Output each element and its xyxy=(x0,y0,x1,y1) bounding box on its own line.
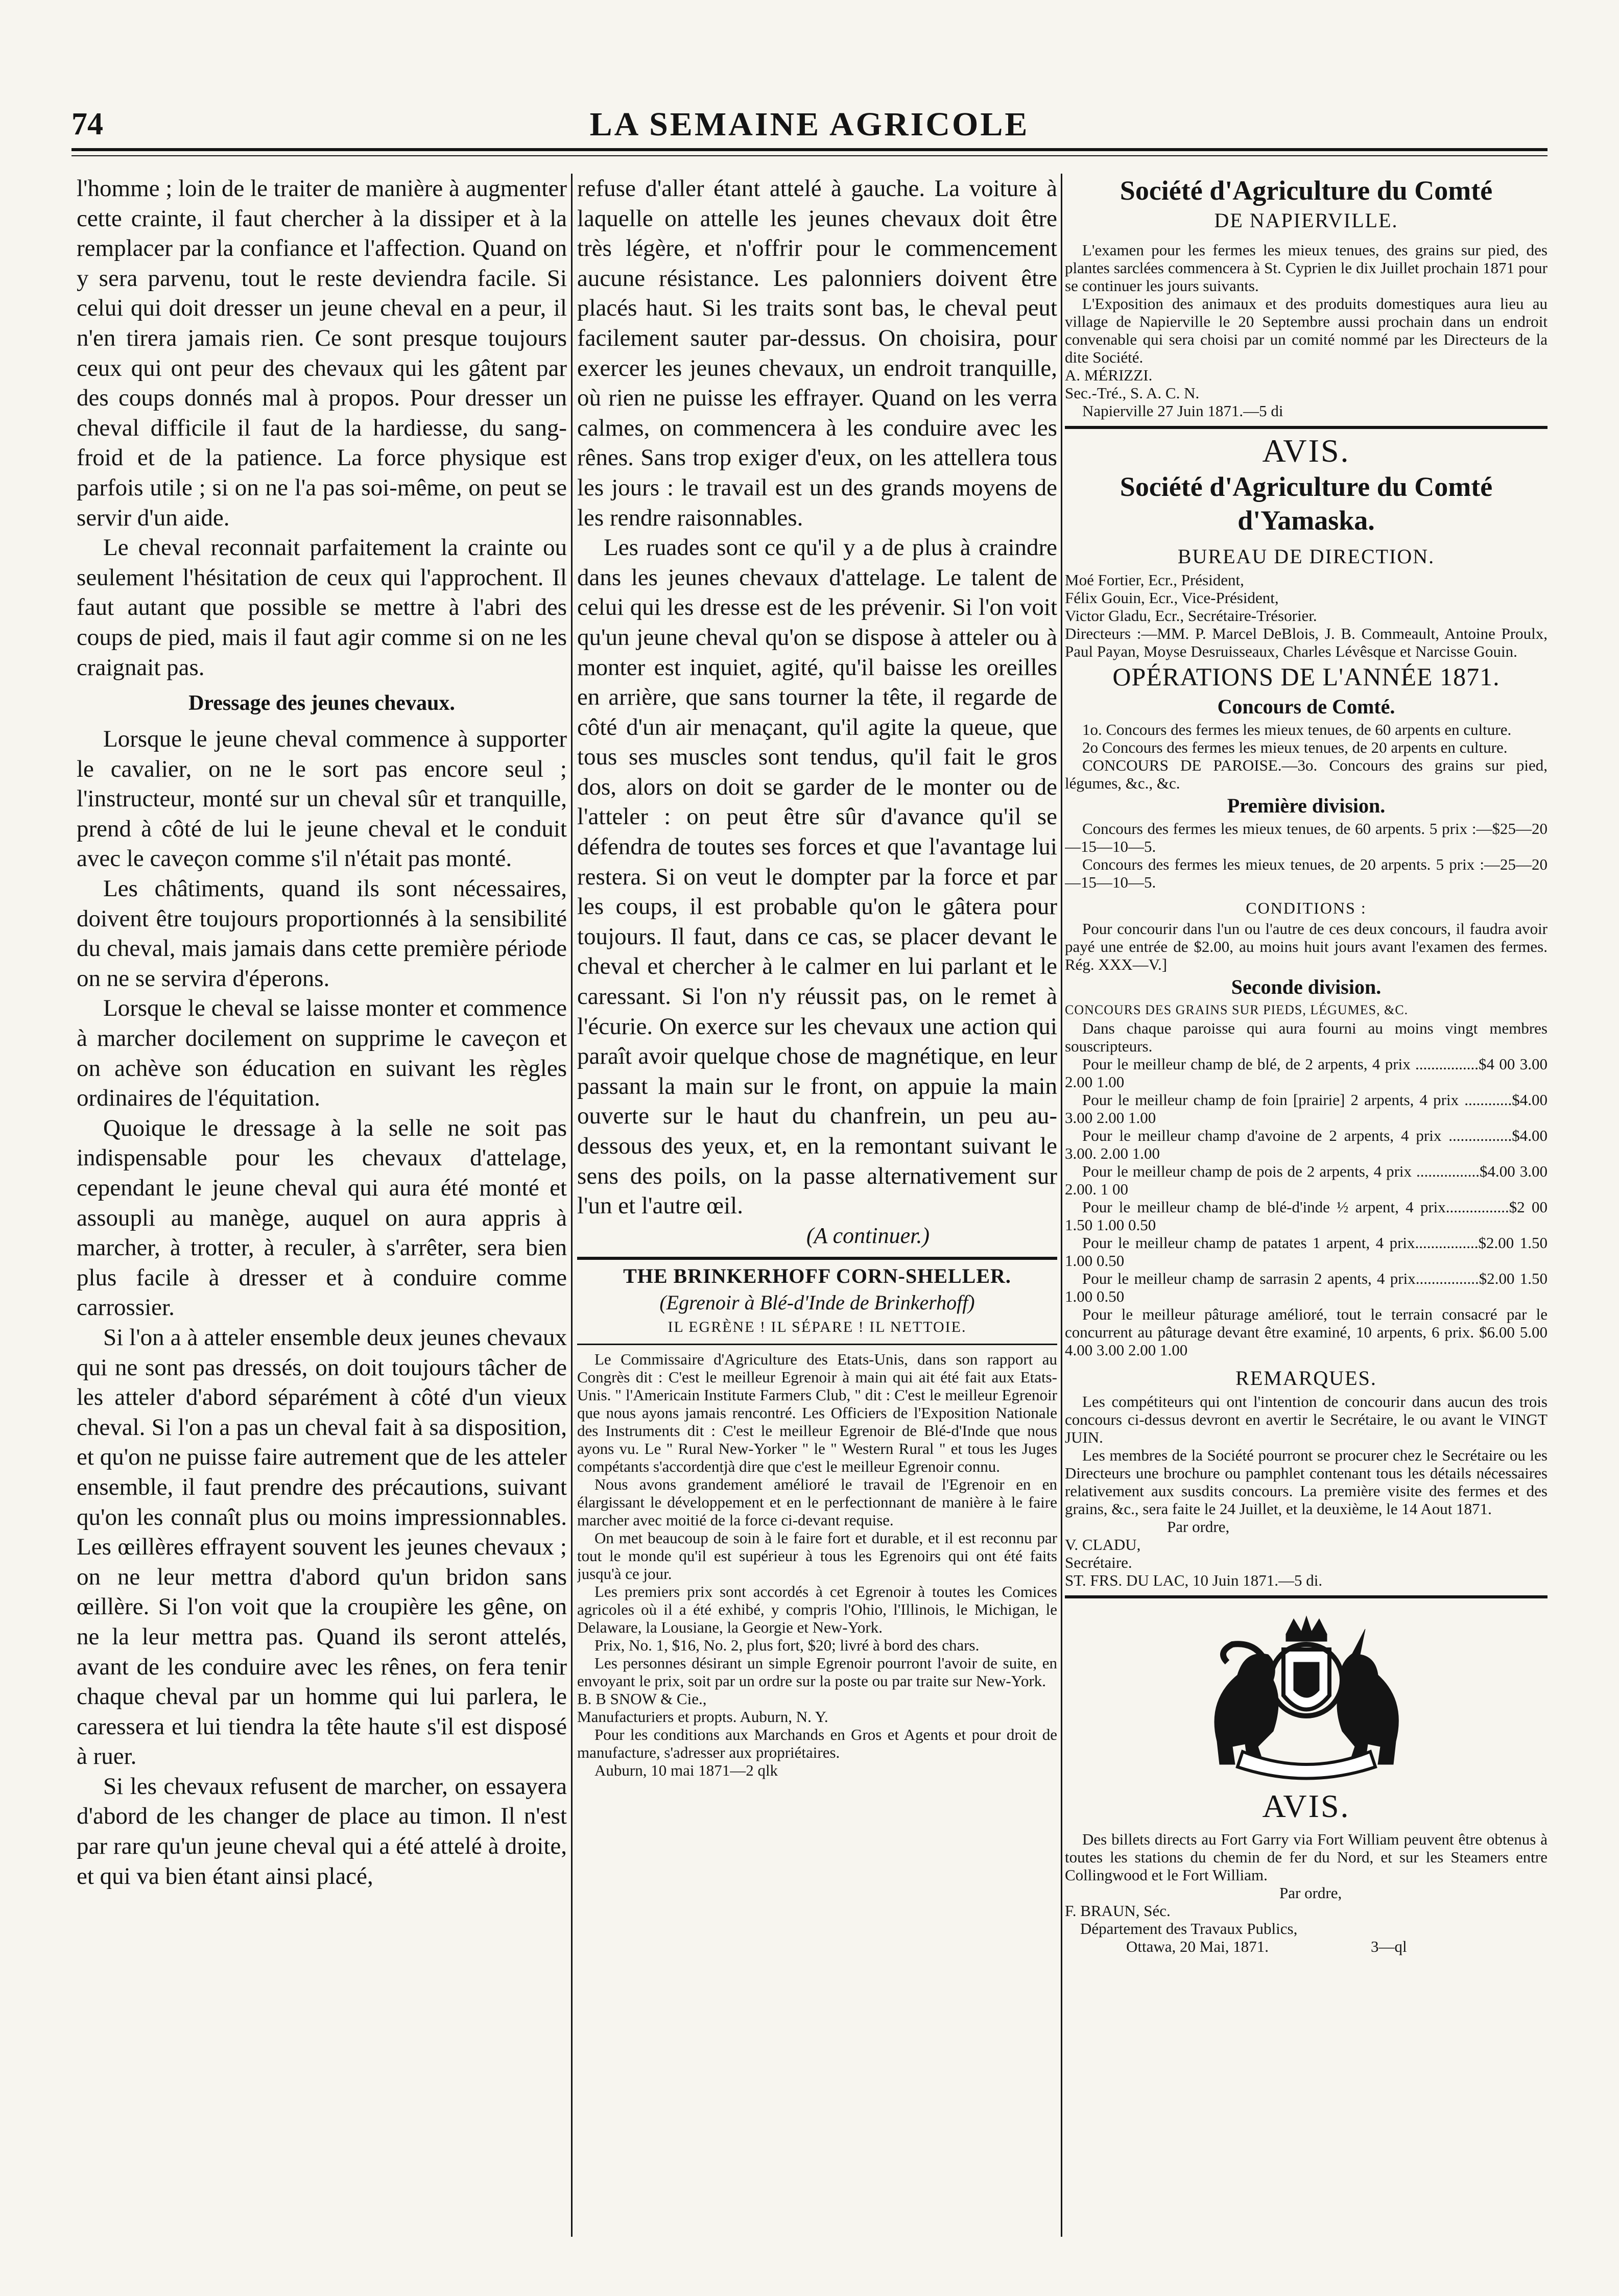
section-rule xyxy=(1065,426,1547,429)
ad-paragraph: Le Commissaire d'Agriculture des Etats-Unis, dans son rapport au Congrès dit : C'est le meilleur Egrenoir à main qui ait été fait aux Etats-Unis. " l'Americain Institute Farmers Club, " dit : C'est le meilleur Egrenoir que nous ayons jamais rencontré. Les Officiers de l'Exposition Nationale des Instruments dit : C'est le meilleur Egrenoir de Blé-d'Inde que nous ayons vu. Le " Rural New-Yorker " le " Western Rural " et tous les Juges compétants s'accordentjà dire que c'est le meilleur Egrenoir connu. xyxy=(577,1350,1057,1475)
prize-item: Pour le meilleur champ de blé-d'inde ½ arpent, 4 prix................$2 00 1.50 1.00 0.50 xyxy=(1065,1198,1547,1234)
notice-date-line: Napierville 27 Juin 1871.—5 di xyxy=(1082,402,1283,420)
par-ordre: Par ordre, xyxy=(1279,1884,1342,1902)
remarques-heading: REMARQUES. xyxy=(1235,1367,1377,1390)
operations-heading: OPÉRATIONS DE L'ANNÉE 1871. xyxy=(1112,662,1500,691)
premiere-list xyxy=(1065,820,1547,891)
officer-line: Victor Gladu, Ecr., Secrétaire-Trésorier. xyxy=(1065,607,1317,625)
officers-list xyxy=(1065,571,1547,660)
article-paragraph: Le cheval reconnait parfaitement la crainte ou seulement l'hésitation de ceux qui l'approchent. Il faut autant que possible se mettre à l'abri des coups de pied, mais il faut agir comme si on ne les craignait pas. xyxy=(77,534,567,681)
ad-body xyxy=(577,1350,1057,1779)
notice-date-line xyxy=(1065,1938,1547,1955)
article-paragraph: Les châtiments, quand ils sont nécessaires, doivent être toujours proportionnés à la sensibilité du cheval, mais jamais dans cette première période on ne se servira d'éperons. xyxy=(77,875,567,992)
yamaska-notice xyxy=(1065,432,1547,1589)
conditions-text: Pour concourir dans l'un ou l'autre de ces deux concours, il faudra avoir payé une entrée de $2.00, au moins huit jours avant l'examen des fermes. Rég. XXX—V.] xyxy=(1065,920,1547,973)
directors-line: Directeurs :—MM. P. Marcel DeBlois, J. B. Commeault, Antoine Proulx, Paul Payan, Moyse Desruisseaux, Charles Lévêsque et Narcisse Gouin. xyxy=(1065,625,1547,660)
fort-garry-body xyxy=(1065,1830,1547,1955)
notice-signatory: A. MÉRIZZI. xyxy=(1065,366,1153,384)
seconde-intro: Dans chaque paroisse qui aura fourni au moins vingt membres souscripteurs. xyxy=(1065,1019,1547,1055)
page-number: 74 xyxy=(72,107,103,141)
seconde-caps-line: CONCOURS DES GRAINS SUR PIEDS, LÉGUMES, &C. xyxy=(1065,1002,1409,1017)
notice-body xyxy=(1065,241,1547,420)
par-ordre: Par ordre, xyxy=(1167,1518,1230,1536)
ad-title: THE BRINKERHOFF CORN-SHELLER. xyxy=(623,1264,1011,1287)
section-rule xyxy=(1065,1595,1547,1598)
column-3 xyxy=(1065,174,1547,2237)
premiere-division-heading: Première division. xyxy=(1227,794,1386,817)
notice-title: Société d'Agriculture du Comté xyxy=(1120,175,1493,206)
royal-coat-of-arms-icon xyxy=(1197,1614,1416,1782)
concours-heading: Concours de Comté. xyxy=(1217,695,1395,718)
article-paragraph: refuse d'aller étant attelé à gauche. La voiture à laquelle on attelle les jeunes chevaux doit être très légère, et n'offrir pour le commencement aucune résistance. Les palonniers doivent être placés haut. Si les traits sont bas, le cheval peut facilement sauter par-dessus. On choisira, pour exercer les jeunes chevaux, un endroit tranquille, où rien ne puisse les effrayer. Quand on les verra calmes, on commencera à les conduire avec les rênes. Sans trop exiger d'eux, on les attellera tous les jours : le travail est un des grands moyens de les rendre raisonnables. xyxy=(577,175,1057,531)
page-header xyxy=(72,102,1547,143)
conditions-body xyxy=(1065,920,1547,973)
prize-item: Pour le meilleur champ de blé, de 2 arpents, 4 prix ................$4 00 3.00 2.00 1.00 xyxy=(1065,1055,1547,1091)
notice-paragraph: L'examen pour les fermes les mieux tenues, des grains sur pied, des plantes sarclées commencera à St. Cyprien le dix Juillet prochain 1871 pour se continuer les jours suivants. xyxy=(1065,241,1547,295)
bureau-heading: BUREAU DE DIRECTION. xyxy=(1177,545,1435,568)
column-divider xyxy=(1061,174,1062,2237)
ad-paragraph: Les premiers prix sont accordés à cet Egrenoir à toutes les Comices agricoles où il a été exhibé, y compris l'Ohio, l'Illinois, le Michigan, le Delaware, la Lousiane, la Georgie et New-York. xyxy=(577,1582,1057,1636)
ad-dealers-note: Pour les conditions aux Marchands en Gros et Agents et pour droit de manufacture, s'adresser aux propriétaires. xyxy=(577,1725,1057,1761)
prize-item: Pour le meilleur champ de foin [prairie] 2 arpents, 4 prix ............$4.00 3.00 2.00 1.00 xyxy=(1065,1091,1547,1127)
prize-item: Pour le meilleur champ de patates 1 arpent, 4 prix................$2.00 1.50 1.00 0.50 xyxy=(1065,1234,1547,1270)
notice-signatory-title: Sec.-Tré., S. A. C. N. xyxy=(1065,384,1200,402)
prize-item: Pour le meilleur champ de pois de 2 arpents, 4 prix ................$4.00 3.00 2.00. 1 00 xyxy=(1065,1162,1547,1198)
article-paragraph: Si l'on a à atteler ensemble deux jeunes chevaux qui ne sont pas dressés, on doit toujours tâcher de les atteler d'abord séparément à côté d'un vieux cheval. Si l'on a pas un cheval fait à sa disposition, et qu'on ne puisse faire autrement que de les atteler ensemble, il faut prendre des précautions, suivant qu'on les connaît plus ou moins impressionnables. Les œillères effrayent souvent les jeunes chevaux ; on ne leur mettra d'abord qu'un bridon sans œillère. Si l'on voit que la croupière les gêne, on ne la leur mettra pas. Quand ils seront attelés, avant de les conduire avec les rênes, on fera tenir chaque cheval par un homme qui lui parlera, le caressera et lui tiendra la tête haute s'il est disposé à ruer. xyxy=(77,1324,567,1770)
ad-paragraph: On met beaucoup de soin à le faire fort et durable, et il est reconnu par tout le monde qu'il est supérieur à tous les Egrenoirs qui ont été faits jusqu'à ce jour. xyxy=(577,1528,1057,1583)
prize-item: Pour le meilleur champ d'avoine de 2 arpents, 4 prix ................$4.00 3.00. 2.00 1.00 xyxy=(1065,1127,1547,1162)
remarque-item: Les compétiteurs qui ont l'intention de concourir dans aucun des trois concours ci-dessus devront en avertir le Secrétaire, le ou avant le VINGT JUIN. xyxy=(1065,1393,1547,1446)
notice-title-line2: d'Yamaska. xyxy=(1237,505,1375,536)
notice-signatory: F. BRAUN, Séc. xyxy=(1065,1902,1171,1920)
article-paragraph: l'homme ; loin de le traiter de manière à augmenter cette crainte, il faut chercher à la dissiper et à la remplacer par la confiance et l'affection. Quand on y sera parvenu, tout le reste deviendra facile. Si celui qui doit dresser un jeune cheval en a peur, il n'en tirera jamais rien. Ce sont presque toujours ceux qui ont peur des chevaux qui les gâtent par des coups donnés mal à propos. Pour dresser un cheval difficile il faut de la hardiesse, du sang-froid et de la patience. La force physique est parfois utile ; si on ne l'a pas soi-même, on peut se servir d'un aide. xyxy=(77,175,567,531)
seconde-division-heading: Seconde division. xyxy=(1231,975,1382,998)
article-continuation xyxy=(577,174,1057,1221)
conditions-heading: CONDITIONS : xyxy=(1246,899,1367,917)
ad-subtitle: (Egrenoir à Blé-d'Inde de Brinkerhoff) xyxy=(659,1290,975,1314)
prize-item: Pour le meilleur pâturage amélioré, tout le terrain consacré par le concurrent au pâturage devant être examiné, 10 arpents, 6 prix. $6.00 5.00 4.00 3.00 2.00 1.00 xyxy=(1065,1305,1547,1359)
ad-company-detail: Manufacturiers et propts. Auburn, N. Y. xyxy=(577,1707,828,1726)
article-paragraph: Les ruades sont ce qu'il y a de plus à craindre dans les jeunes chevaux d'attelage. Le talent de celui qui les dresse est de les prévenir. Si l'on voit qu'un jeune cheval qu'on se dispose à atteler ou à monter est inquiet, agité, qu'il baisse les oreilles en arrière, que sans tourner la tête, il regarde de côté d'un air menaçant, qu'il agite la queue, que tous ses muscles sont tendus, qu'il fait le gros dos, alors on doit se garder de le monter ou de l'atteler : on peut être sûr d'avance qu'il se défendra de toutes ses forces et que l'avantage lui restera. Si on veut le dompter par la force et par les coups, il est probable qu'on le gâtera pour toujours. Il faut, dans ce cas, se placer devant le cheval et chercher à le calmer en lui parlant et le caressant. Si l'on n'y réussit pas, on le remet à l'écurie. On exerce sur les chevaux une action qui paraît avoir quelque chose de magnétique, en leur passant la main sur le front, on appuie la main ouverte sur le haut du chanfrein, un peu au-dessous des yeux, et, en la remontant suivant le sens des poils, on la passe alternativement sur l'un et l'autre œil. xyxy=(577,534,1057,1219)
ad-date-line: Auburn, 10 mai 1871—2 qlk xyxy=(594,1761,778,1779)
premiere-item: Concours des fermes les mieux tenues, de 60 arpents. 5 prix :—$25—20—15—10—5. xyxy=(1065,820,1547,855)
column-divider xyxy=(571,174,573,2237)
ad-tagline: IL EGRÈNE ! IL SÉPARE ! IL NETTOIE. xyxy=(668,1318,967,1335)
notice-date-line: ST. FRS. DU LAC, 10 Juin 1871.—5 di. xyxy=(1065,1571,1323,1589)
ad-rule xyxy=(577,1344,1057,1345)
prizes-list xyxy=(1065,1019,1547,1359)
avis-heading: AVIS. xyxy=(1262,433,1350,469)
article-paragraph: Quoique le dressage à la selle ne soit pas indispensable pour les chevaux d'attelage, cependant le jeune cheval qui aura été monté et assoupli au manège, auquel on aura appris à marcher, à trotter, à reculer, à s'arrêter, sera bien plus facile à dresser et à conduire comme carrossier. xyxy=(77,1114,567,1321)
concours-list xyxy=(1065,721,1547,792)
remarques-body xyxy=(1065,1393,1547,1589)
journal-title: LA SEMAINE AGRICOLE xyxy=(589,106,1030,143)
remarque-item: Les membres de la Société pourront se procurer chez le Secrétaire ou les Directeurs une brochure ou pamphlet contenant tous les détails nécessaires relativement aux susdits concours. La première visite des fermes et des grains, &c., sera faite le 24 Juillet, et la deuxième, le 14 Aout 1871. xyxy=(1065,1446,1547,1518)
concours-item: 2o Concours des fermes les mieux tenues, de 20 arpents en culture. xyxy=(1082,738,1508,756)
officer-line: Félix Gouin, Ecr., Vice-Président, xyxy=(1065,589,1279,607)
column-1 xyxy=(77,174,567,2237)
section-subheading: Dressage des jeunes chevaux. xyxy=(188,691,455,715)
corn-sheller-advertisement xyxy=(577,1263,1057,1779)
fort-garry-notice xyxy=(1065,1614,1547,1955)
concours-item: 1o. Concours des fermes les mieux tenues, de 60 arpents en culture. xyxy=(1082,721,1512,738)
column-2 xyxy=(577,174,1057,2237)
notice-title: Société d'Agriculture du Comté xyxy=(1120,471,1493,502)
fort-garry-text: Des billets directs au Fort Garry via Fort William peuvent être obtenus à toutes les stations du chemin de fer du Nord, et sur les Steamers entre Collingwood et le Fort William. xyxy=(1065,1830,1547,1884)
ad-paragraph: Les personnes désirant un simple Egrenoir pourront l'avoir de suite, en envoyant le prix, soit par un ordre sur la poste ou par traite sur New-York. xyxy=(577,1654,1057,1690)
ad-company: B. B SNOW & Cie., xyxy=(577,1689,707,1708)
notice-paragraph: L'Exposition des animaux et des produits domestiques aura lieu au village de Napierville le 20 Septembre aussi prochain dans un endroit convenable qui sera choisi par un comité nommé par les Directeurs de la dite Société. xyxy=(1065,295,1547,366)
ad-paragraph: Prix, No. 1, $16, No. 2, plus fort, $20; livré à bord des chars. xyxy=(594,1636,980,1654)
reference-code: 3—ql xyxy=(1370,1938,1407,1955)
department-line: Département des Travaux Publics, xyxy=(1080,1920,1298,1938)
ad-paragraph: Nous avons grandement amélioré le travail de l'Egrenoir en en élargissant le développement et en le perfectionnant de manière à le faire marcher avec moitié de la force ci-devant requise. xyxy=(577,1475,1057,1529)
notice-signatory: V. CLADU, xyxy=(1065,1536,1141,1553)
officer-line: Moé Fortier, Ecr., Président, xyxy=(1065,571,1244,589)
header-rule xyxy=(72,148,1547,151)
date-text: Ottawa, 20 Mai, 1871. xyxy=(1126,1938,1269,1955)
notice-subtitle: DE NAPIERVILLE. xyxy=(1214,209,1398,232)
article-paragraph: Lorsque le cheval se laisse monter et commence à marcher docilement on supprime le caveçon et on achève son éducation en suivant les règles ordinaires de l'équitation. xyxy=(77,995,567,1112)
notice-signatory-title: Secrétaire. xyxy=(1065,1553,1132,1571)
article-paragraph: Si les chevaux refusent de marcher, on essayera d'abord de les changer de place au timon. Il n'est par rare qu'un jeune cheval qui a été attelé à droite, et qui va bien étant ainsi placé, xyxy=(77,1773,567,1890)
article-paragraph: Lorsque le jeune cheval commence à supporter le cavalier, on ne le sort pas encore seul ; l'instructeur, monté sur un cheval sûr et tranquille, prend à côté de lui le jeune cheval et le conduit avec le caveçon comme s'il n'était pas monté. xyxy=(77,726,567,872)
section-rule xyxy=(577,1257,1057,1260)
napierville-notice xyxy=(1065,174,1547,420)
avis-heading: AVIS. xyxy=(1262,1788,1350,1824)
to-be-continued: (A continuer.) xyxy=(806,1223,930,1248)
concours-item: CONCOURS DE PAROISE.—3o. Concours des grains sur pied, légumes, &c., &c. xyxy=(1065,756,1547,792)
premiere-item: Concours des fermes les mieux tenues, de 20 arpents. 5 prix :—25—20—15—10—5. xyxy=(1065,855,1547,891)
prize-item: Pour le meilleur champ de sarrasin 2 apents, 4 prix................$2.00 1.50 1.00 0.50 xyxy=(1065,1270,1547,1305)
header-rule-thin xyxy=(72,155,1547,156)
